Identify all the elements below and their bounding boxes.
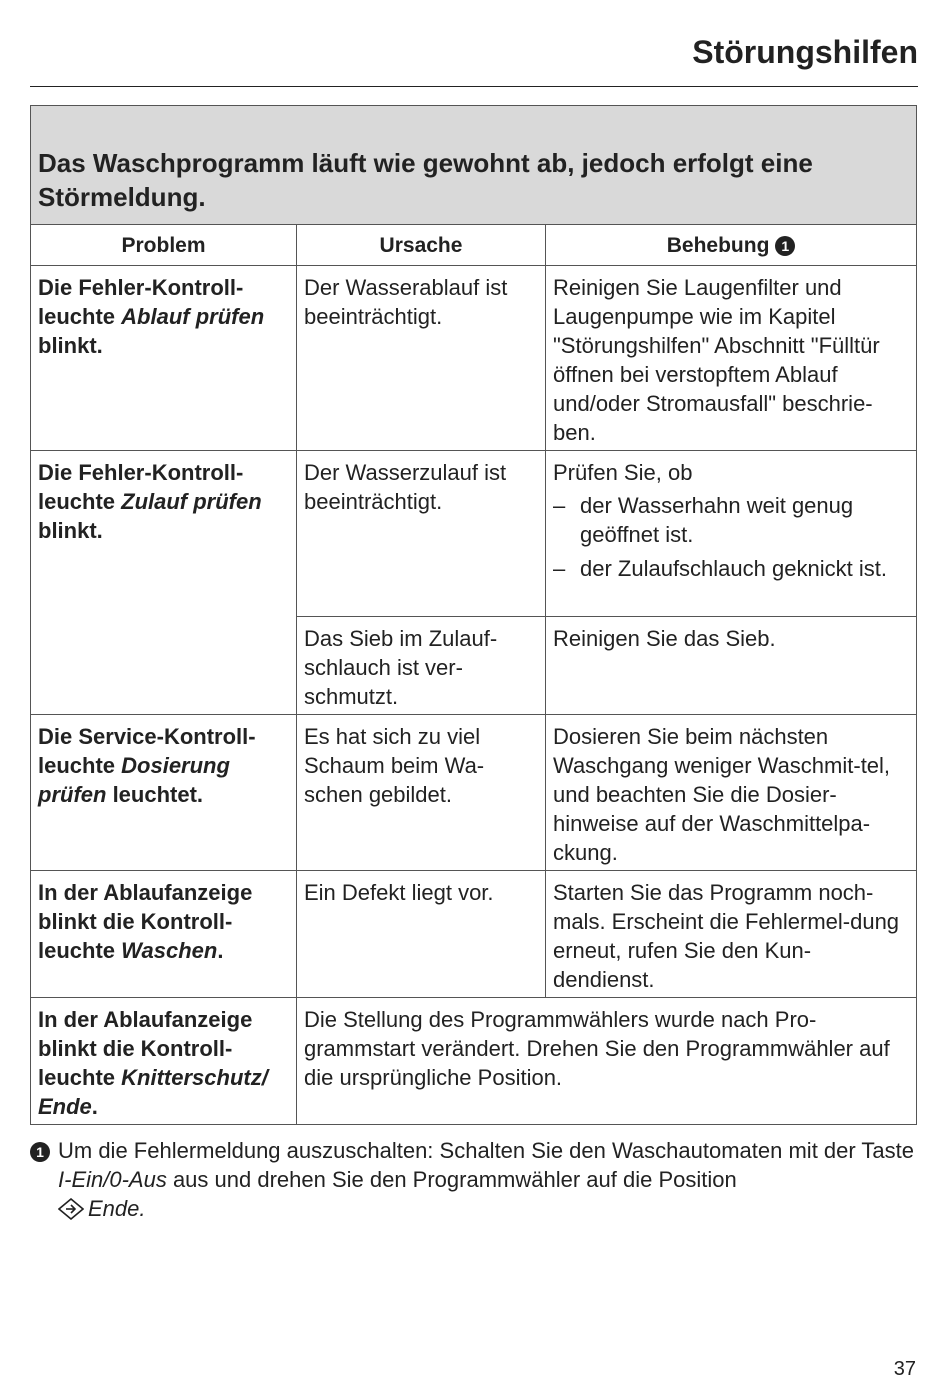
end-position-icon xyxy=(58,1198,84,1220)
cause-cell: Der Wasserzulauf ist beeinträchtigt. xyxy=(297,451,546,617)
problem-cell: In der Ablaufanzeige blinkt die Kontroll-leuchte Knitterschutz/ Ende. xyxy=(31,998,297,1125)
key-name: I-Ein/0-Aus xyxy=(58,1167,167,1192)
table-row xyxy=(31,266,917,451)
fix-cell: Reinigen Sie das Sieb. xyxy=(546,617,917,715)
position-name: Ende. xyxy=(88,1196,146,1221)
problem-cell: Die Service-Kontroll-leuchte Dosierung prüfen leuchtet. xyxy=(31,715,297,871)
page-header xyxy=(30,0,918,87)
fix-intro: Prüfen Sie, ob xyxy=(553,460,693,485)
fix-cell: Reinigen Sie Laugenfilter und Laugenpumpe wie im Kapitel "Störungshilfen" Abschnitt "Fülltür öffnen bei verstopftem Ablauf und/oder Stromausfall" beschrie-ben. xyxy=(546,266,917,451)
cause-cell: Der Wasserablauf ist beeinträchtigt. xyxy=(297,266,546,451)
footnote xyxy=(30,1136,918,1223)
footnote-ref-marker: 1 xyxy=(775,236,795,256)
cause-cell: Ein Defekt liegt vor. xyxy=(297,871,546,998)
cause-cell: Es hat sich zu viel Schaum beim Wa-schen gebildet. xyxy=(297,715,546,871)
list-item: – der Zulaufschlauch geknickt ist. xyxy=(553,554,909,583)
problem-cell: Die Fehler-Kontroll-leuchte Ablauf prüfen blinkt. xyxy=(31,266,297,451)
section-heading-row xyxy=(31,106,917,225)
fix-cell: Starten Sie das Programm noch-mals. Erscheint die Fehlermel-dung erneut, rufen Sie den Kun-dendienst. xyxy=(546,871,917,998)
footnote-marker: 1 xyxy=(30,1142,50,1162)
page-number: 37 xyxy=(893,1358,916,1380)
cause-cell: Das Sieb im Zulauf-schlauch ist ver-schmutzt. xyxy=(297,617,546,715)
list-item: – der Wasserhahn weit genug geöffnet ist. xyxy=(553,491,909,549)
column-header-fix xyxy=(546,225,917,266)
page-title: Störungshilfen xyxy=(692,34,918,70)
fix-cell xyxy=(546,451,917,617)
cause-fix-cell: Die Stellung des Programmwählers wurde nach Pro-grammstart verändert. Drehen Sie den Programmwähler auf die ursprüngliche Position. xyxy=(297,998,917,1125)
problem-cell: In der Ablaufanzeige blinkt die Kontroll-leuchte Waschen. xyxy=(31,871,297,998)
fix-checklist xyxy=(553,491,909,583)
table-row xyxy=(31,871,917,998)
section-heading: Das Waschprogramm läuft wie gewohnt ab, jedoch erfolgt eine Störmeldung. xyxy=(31,106,917,225)
column-header-cause: Ursache xyxy=(297,225,546,266)
problem-cell: Die Fehler-Kontroll-leuchte Zulauf prüfen blinkt. xyxy=(31,451,297,715)
column-header-row xyxy=(31,225,917,266)
column-header-problem: Problem xyxy=(31,225,297,266)
table-row xyxy=(31,715,917,871)
table-row xyxy=(31,451,917,617)
table-row xyxy=(31,998,917,1125)
troubleshooting-table xyxy=(30,105,917,1125)
column-header-fix-label: Behebung xyxy=(666,234,770,257)
footnote-text: Um die Fehlermeldung auszuschalten: Schalten Sie den Waschautomaten mit der Taste I-Ein/0-Aus aus und drehen Sie den Programmwähler auf die Position Ende. xyxy=(58,1138,915,1221)
fix-cell: Dosieren Sie beim nächsten Waschgang weniger Waschmit-tel, und beachten Sie die Dosier-hinweise auf der Waschmittelpa-ckung. xyxy=(546,715,917,871)
